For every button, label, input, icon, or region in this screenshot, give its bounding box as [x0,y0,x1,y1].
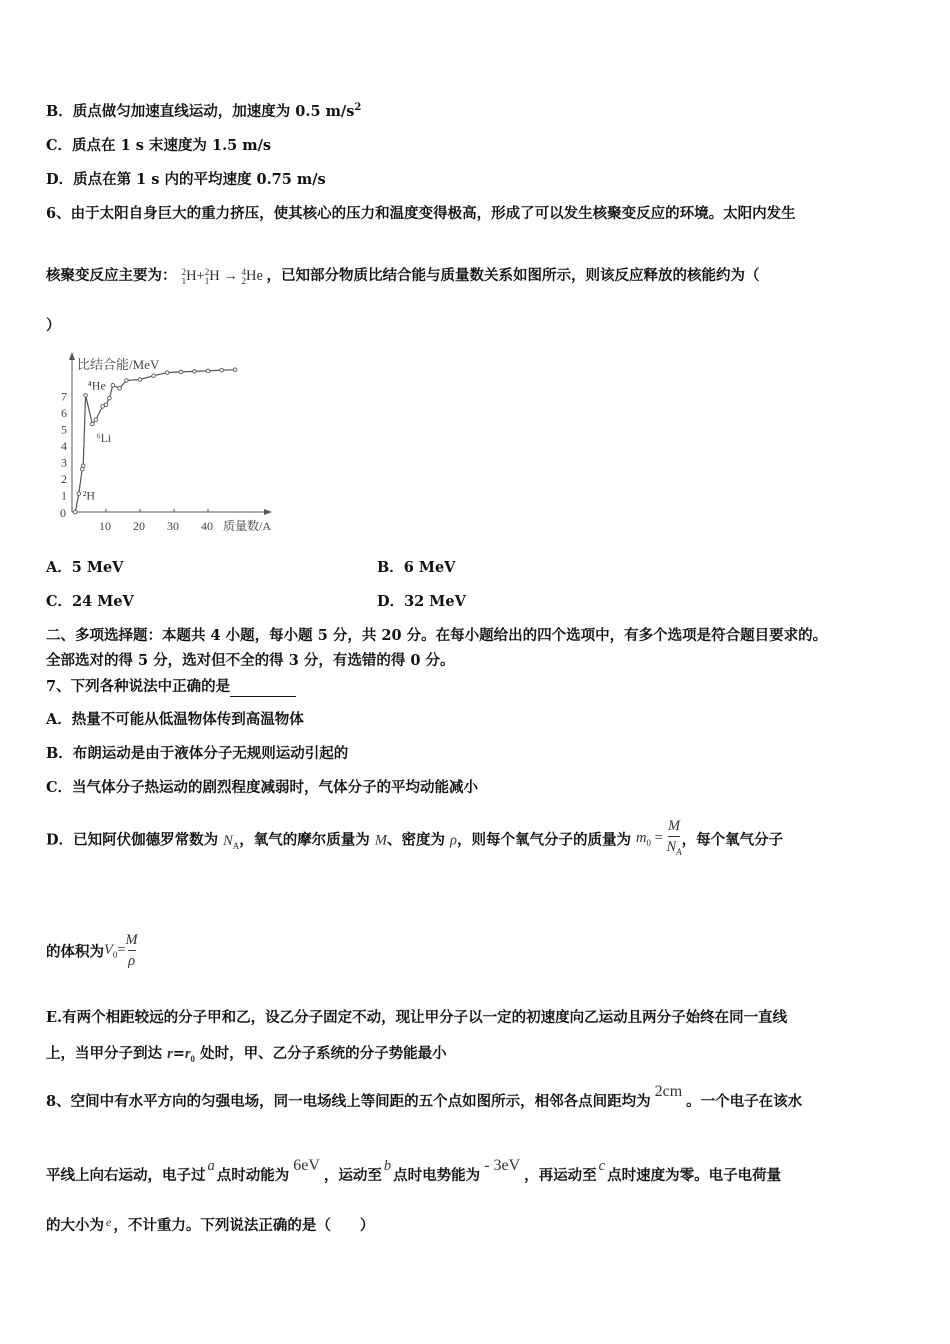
q8-stem-line1: 8、空间中有水平方向的匀强电场，同一电场线上等间距的五个点如图所示，相邻各点间距均为2cm。一个电子在该水 [46,1083,803,1110]
y-tick-label: 4 [61,439,67,453]
q7-option-d-line2: 的体积为$V_0=$ $\frac{M}{\rho}$ [46,932,138,970]
data-point [91,422,95,426]
q7-option-d-line1: D．已知阿伏伽德罗常数为 $N_A$，氧气的摩尔质量为 M、密度为 ρ，则每个氧气分子的质量为 $m_0$ = $\frac{M}{N_A}$ ，每个氧气分子 [46,818,784,857]
x-tick-label: 30 [167,519,179,533]
data-point [138,378,142,382]
point-c: c [598,1158,606,1174]
data-point [108,396,112,400]
section2-instructions-line1: 二、多项选择题：本题共 4 小题，每小题 5 分，共 20 分。在每小题给出的四个选项中，有多个选项是符合题目要求的。 [46,627,828,644]
q6-stem-line2: 核聚变反应主要为： 2 1H+2 1H → 4 2He ，已知部分物质比结合能与质量数关系如图所示，则该反应释放的核能约为（ [46,266,760,286]
q5-option-b: B．质点做匀加速直线运动，加速度为 0.5 $m/s^2$ [46,102,362,120]
avogadro-symbol: $N_A$ [223,832,240,851]
data-point [104,403,108,407]
q6-stem-line3: ） [46,317,61,334]
potential-energy-value: - 3eV [484,1157,521,1174]
q7-stem: 7、下列各种说法中正确的是 [46,677,296,697]
y-tick-label: 7 [61,389,67,404]
data-point [81,464,85,468]
data-point [77,492,81,496]
q8-stem-line2: 平线上向右运动，电子过a点时动能为6eV，运动至b点时电势能为- 3eV，再运动至c点时速度为零。电子电荷量 [46,1157,782,1184]
data-point [152,374,156,378]
data-point [206,369,210,373]
y-tick-label: 2 [61,472,67,486]
x-axis-arrow [264,509,272,515]
q6-stem-line1: 6、由于太阳自身巨大的重力挤压，使其核心的压力和温度变得极高，形成了可以发生核聚变反应的环境。太阳内发生 [46,205,796,222]
q6-option-d: D．32 MeV [377,593,466,610]
data-point [74,510,78,514]
mass-formula: $m_0$ = $\frac{M}{N_A}$ [636,818,682,857]
origin-label: 0 [60,506,66,520]
y-tick-label: 3 [61,455,67,470]
nuclide-annotation: ⁶Li [96,431,112,446]
data-point [94,418,98,422]
y-tick-label: 5 [61,422,67,437]
data-point [193,370,197,374]
nuclide-annotation: ²H [82,488,96,503]
q6-option-a: A．5 MeV [46,559,124,576]
q5-option-d: D．质点在第 1 s 内的平均速度 0.75 m/s [46,171,326,188]
y-tick-label: 6 [61,406,67,420]
y-tick-label: 1 [61,488,67,503]
q7-option-e-line2: 上，当甲分子到达 $r=r_0$ 处时，甲、乙分子系统的分子势能最小 [46,1045,447,1064]
data-point [111,383,115,387]
point-b: b [383,1158,392,1174]
q6-option-c: C．24 MeV [46,593,134,610]
q6-option-b: B．6 MeV [377,559,456,576]
answer-blank [230,682,296,697]
point-spacing: 2cm [654,1083,683,1100]
x-tick-label: 10 [99,519,111,533]
section2-instructions-line2: 全部选对的得 5 分，选对但不全的得 3 分，有选错的得 0 分。 [46,652,455,669]
nuclide-annotation: ⁴He [87,378,106,393]
data-point [233,368,237,372]
q7-option-c: C．当气体分子热运动的剧烈程度减弱时，气体分子的平均动能减小 [46,779,479,796]
q5-option-c: C．质点在 1 s 末速度为 1.5 m/s [46,137,272,154]
data-point [179,370,183,374]
x-tick-label: 20 [133,519,145,533]
y-axis-arrow [69,352,75,360]
point-a: a [207,1158,215,1174]
data-point [118,386,122,390]
superscript: 2 [354,102,362,113]
data-point [125,379,129,383]
kinetic-energy-value: 6eV [293,1157,320,1174]
data-point [165,371,169,375]
data-point [220,368,224,372]
data-point [84,394,88,398]
volume-formula: $V_0=$ $\frac{M}{\rho}$ [104,932,138,970]
y-axis-label: 比结合能/MeV [77,357,160,372]
x-tick-label: 40 [201,519,213,533]
q7-option-b: B．布朗运动是由于液体分子无规则运动引起的 [46,745,349,762]
q7-option-a: A．热量不可能从低温物体传到高温物体 [46,711,304,728]
electron-charge-symbol: e [106,1215,112,1229]
x-axis-label: 质量数/A [223,519,272,533]
q7-option-e-line1: E.有两个相距较远的分子甲和乙，设乙分子固定不动，现让甲分子以一定的初速度向乙运动且两分子始终在同一直线 [46,1009,788,1026]
fusion-equation: 2 1H+2 1H → 4 2He [181,266,263,286]
q8-stem-line3: 的大小为 $^e$ ，不计重力。下列说法正确的是（ ） [46,1215,375,1234]
binding-energy-chart [50,350,295,535]
